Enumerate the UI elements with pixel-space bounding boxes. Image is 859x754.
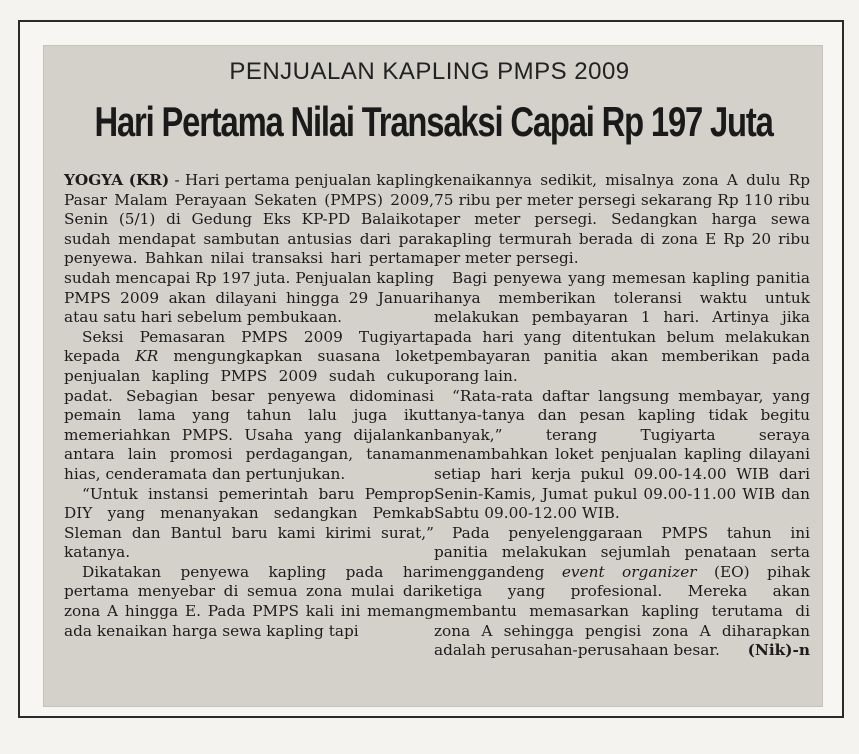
publication-name: KR	[135, 347, 159, 366]
article-column-right	[434, 171, 810, 661]
paragraph	[64, 171, 434, 328]
paragraph: “Rata-rata daftar langsung membayar, yang tanya-tanya dan pesan kapling tidak begitu banyak,” terang Tugiyarta seraya menambahkan loket penjualan kapling dilayani setiap hari kerja pukul 09.00-14.00 WIB dari Senin-Kamis, Jumat pukul 09.00-11.00 WIB dan Sabtu 09.00-12.00 WIB.	[434, 386, 810, 523]
paragraph-text: - Hari pertama penjualan kapling Pasar Malam Perayaan Sekaten (PMPS) 2009, Senin (5/1) di Gedung Eks KP-PD Balaikota sudah mendapat sambutan antusias dari para penyewa. Bahkan nilai transaksi hari pertama sudah mencapai Rp 197 juta. Penjualan kapling PMPS 2009 akan dilayani hingga 29 Januari atau satu hari sebelum pembukaan.	[64, 171, 434, 327]
author-signature: (Nik)-n	[747, 641, 810, 660]
dateline: YOGYA (KR)	[64, 171, 170, 189]
article-kicker: PENJUALAN KAPLING PMPS 2009	[229, 58, 630, 85]
paragraph-text: (EO) pihak ketiga yang profesional. Mereka akan membantu memasarkan kapling terutama di zona A sehingga pengisi zona A diharapkan adalah perusahan-perusahaan besar.	[434, 562, 810, 660]
article-column-left	[64, 171, 434, 641]
paragraph: “Untuk instansi pemerintah baru Pemprop DIY yang menanyakan sedangkan Pemkab Sleman dan Bantul baru kami kirimi surat,” katanya.	[64, 484, 434, 562]
paragraph: Dikatakan penyewa kapling pada hari pertama menyebar di semua zona mulai dari zona A hingga E. Pada PMPS kali ini memang ada kenaikan harga sewa kapling tapi	[64, 562, 434, 640]
paragraph-text: Pada penyelenggaraan PMPS tahun ini panitia melakukan sejumlah penataan serta menggandeng	[434, 523, 810, 581]
article-headline: Hari Pertama Nilai Transaksi Capai Rp 197 Juta	[94, 98, 773, 145]
paragraph: kenaikannya sedikit, misalnya zona A dulu Rp 75 ribu per meter persegi sekarang Rp 110 ribu per meter persegi. Sedangkan harga sewa kapling termurah berada di zona E Rp 20 ribu per meter persegi.	[434, 171, 810, 268]
paragraph	[434, 524, 810, 661]
paragraph-text: Seksi Pemasaran PMPS 2009 Tugiyarta kepada	[64, 327, 434, 366]
paragraph: Bagi penyewa yang memesan kapling panitia hanya memberikan toleransi waktu untuk melakukan pembayaran 1 hari. Artinya jika pada hari yang ditentukan belum melakukan pembayaran panitia akan memberikan pada orang lain.	[434, 268, 810, 385]
paragraph	[64, 328, 434, 485]
italic-term: event organizer	[561, 562, 697, 581]
paragraph-text: mengungkapkan suasana loket penjualan kapling PMPS 2009 sudah cukup padat. Sebagian besar penyewa didominasi pemain lama yang tahun lalu juga ikut memeriahkan PMPS. Usaha yang dijalankan antara lain promosi perdagangan, tanaman hias, cenderamata dan pertunjukan.	[64, 347, 434, 483]
